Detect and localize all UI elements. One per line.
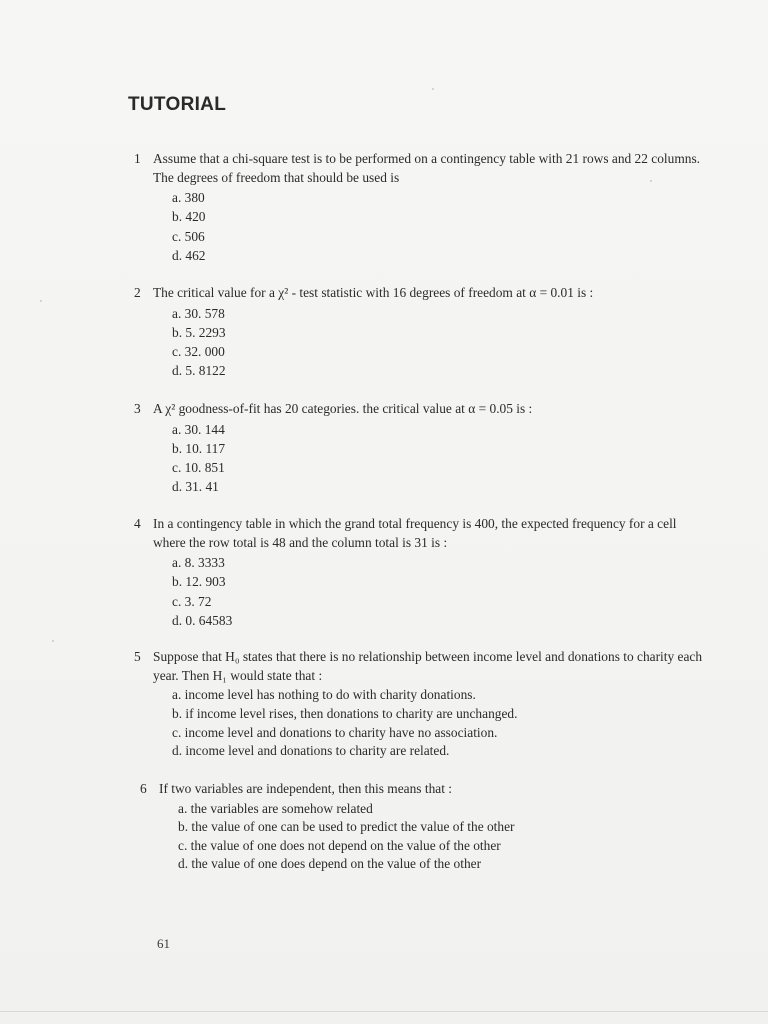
question-number: 6 — [140, 781, 147, 796]
question-number: 5 — [134, 649, 141, 664]
answer-options — [153, 304, 704, 381]
option-b: b. 5. 2293 — [172, 324, 226, 340]
answer-options — [153, 188, 704, 265]
scan-speck — [52, 640, 54, 642]
option-d: d. 31. 41 — [172, 479, 219, 495]
option-a: a. income level has nothing to do with charity donations. — [172, 687, 476, 702]
question-4 — [134, 515, 704, 630]
option-d: d. the value of one does depend on the value of the other — [178, 856, 482, 872]
option-b: b. 12. 903 — [172, 574, 226, 590]
option-c: c. the value of one does not depend on the value of the other — [178, 837, 501, 853]
option-c: c. 3. 72 — [172, 593, 212, 609]
option-c: c. 10. 851 — [172, 460, 225, 476]
question-3 — [134, 400, 704, 497]
answer-options — [153, 420, 704, 497]
question-2 — [134, 284, 704, 381]
option-c: c. 32. 000 — [172, 344, 225, 360]
question-text: The critical value for a χ² - test statistic with 16 degrees of freedom at α = 0.01 is : — [153, 285, 594, 300]
question-number: 1 — [134, 151, 141, 166]
scan-edge-line — [0, 1011, 768, 1012]
option-a: a. 30. 144 — [172, 421, 225, 437]
option-b: b. 420 — [172, 209, 206, 225]
option-a: a. 380 — [172, 190, 205, 205]
option-d: d. 462 — [172, 247, 206, 263]
page-number: 61 — [157, 936, 170, 951]
answer-options — [159, 800, 710, 874]
option-d: d. 0. 64583 — [172, 612, 233, 628]
question-text: Assume that a chi-square test is to be performed on a contingency table with 21 rows and 22 columns. The degrees of freedom that should be used is — [153, 151, 701, 185]
option-c: c. income level and donations to charity have no association. — [172, 724, 498, 740]
scan-speck — [650, 180, 652, 182]
answer-options — [153, 686, 704, 761]
option-b: b. the value of one can be used to predict the value of the other — [178, 819, 515, 835]
question-text: A χ² goodness-of-fit has 20 categories. the critical value at α = 0.05 is : — [153, 401, 533, 416]
question-number: 4 — [134, 516, 141, 531]
question-text: In a contingency table in which the grand total frequency is 400, the expected frequency for a cell where the row total is 48 and the column total is 31 is : — [153, 516, 677, 550]
question-number: 2 — [134, 285, 141, 300]
option-d: d. income level and donations to charity are related. — [172, 743, 450, 759]
question-6 — [140, 780, 710, 874]
option-d: d. 5. 8122 — [172, 363, 226, 379]
page-title: TUTORIAL — [128, 94, 227, 115]
option-b: b. if income level rises, then donations to charity are unchanged. — [172, 705, 518, 721]
question-5 — [134, 648, 704, 761]
option-b: b. 10. 117 — [172, 440, 226, 456]
option-a: a. 30. 578 — [172, 305, 225, 321]
question-number: 3 — [134, 401, 141, 416]
question-text: Suppose that H₀ states that there is no relationship between income level and donations to charity each year. Then H₁ would state that : — [153, 649, 703, 683]
question-text: If two variables are independent, then this means that : — [159, 781, 453, 796]
option-a: a. 8. 3333 — [172, 555, 225, 570]
option-c: c. 506 — [172, 228, 205, 244]
question-1 — [134, 150, 704, 265]
scan-speck — [40, 300, 42, 302]
scan-speck — [432, 88, 434, 90]
answer-options — [153, 553, 704, 630]
option-a: a. the variables are somehow related — [178, 800, 373, 816]
